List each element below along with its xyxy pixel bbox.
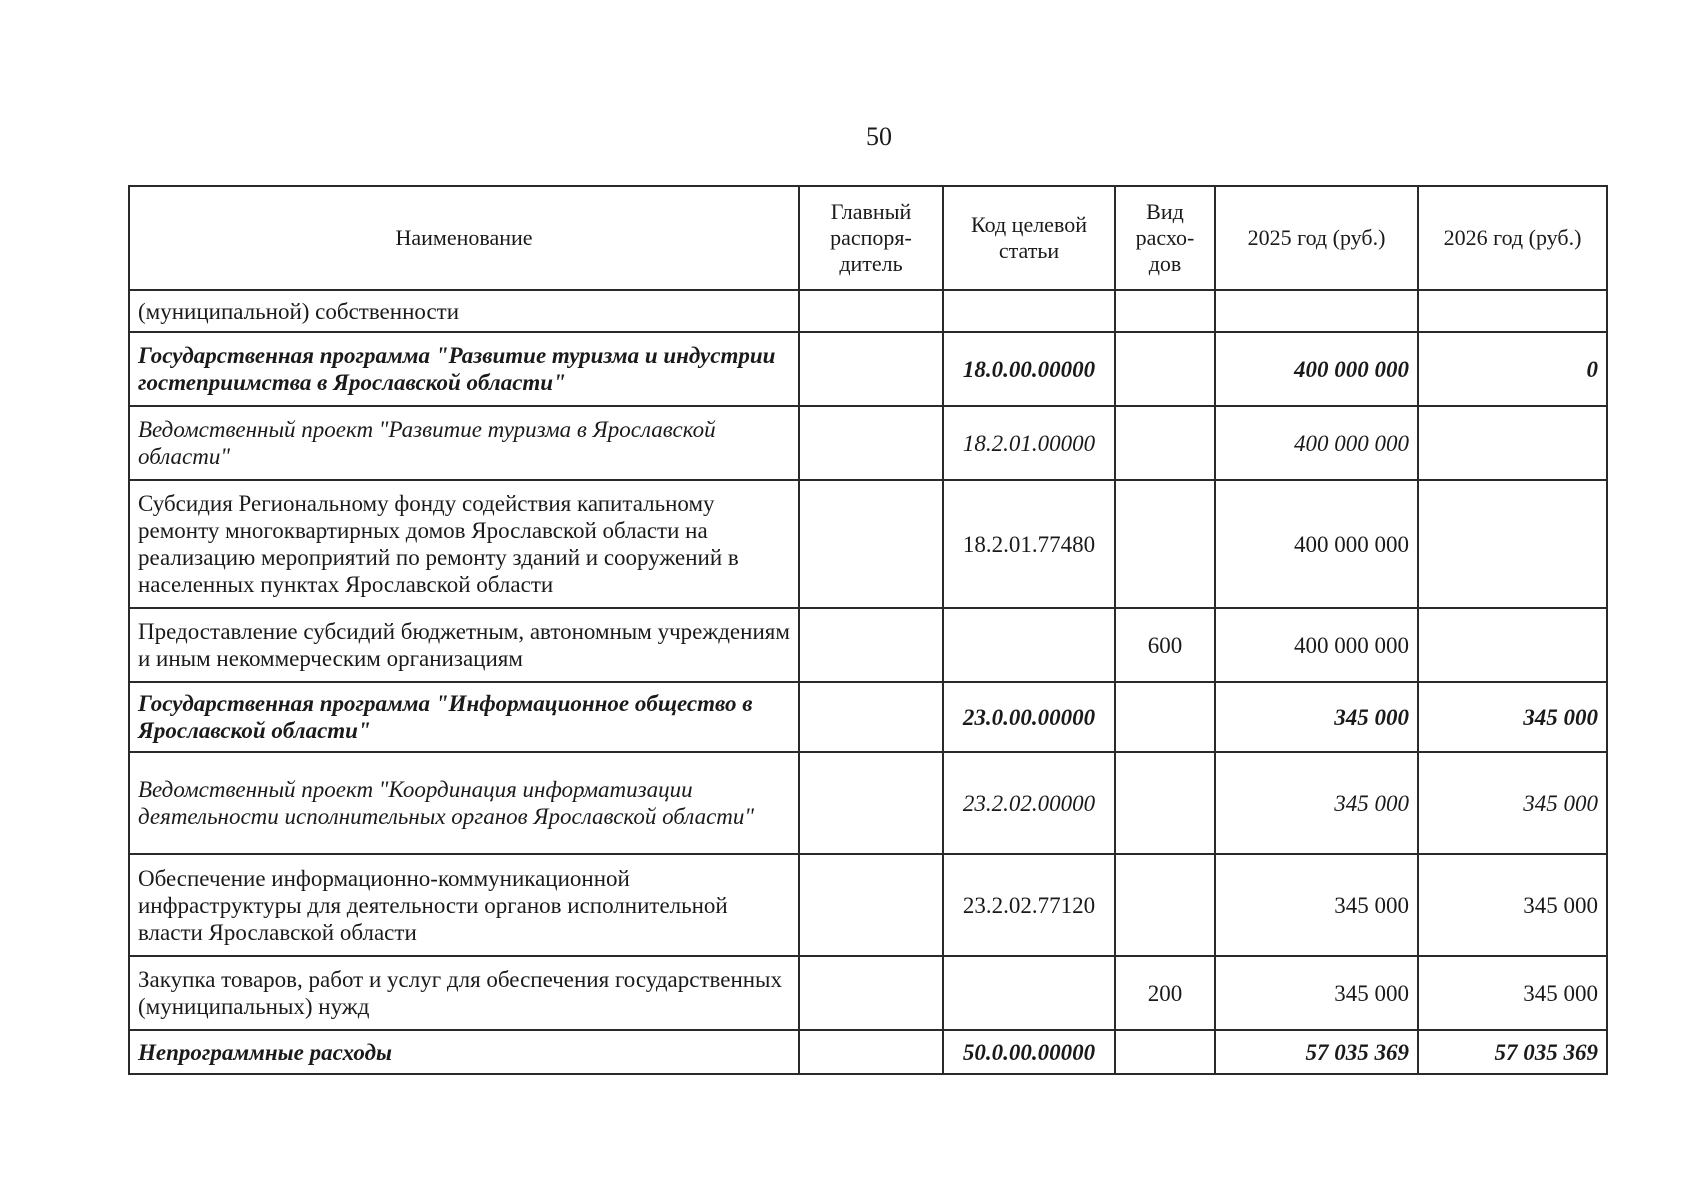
cell-admin: [799, 608, 943, 682]
table-row: [129, 1030, 1607, 1074]
cell-2025: 345 000: [1215, 854, 1418, 956]
cell-name: (муниципальной) собственности: [129, 290, 799, 332]
cell-code: [943, 608, 1115, 682]
header-2026: 2026 год (руб.): [1418, 186, 1607, 290]
cell-2026: 345 000: [1418, 752, 1607, 854]
cell-admin: [799, 752, 943, 854]
cell-name: Непрограммные расходы: [129, 1030, 799, 1074]
table-header-row: [129, 186, 1607, 290]
cell-type: 600: [1115, 608, 1215, 682]
header-2025: 2025 год (руб.): [1215, 186, 1418, 290]
cell-name: Закупка товаров, работ и услуг для обеспечения государственных (муниципальных) нужд: [129, 956, 799, 1030]
table-row: [129, 682, 1607, 752]
cell-type: [1115, 332, 1215, 406]
header-code: Код целевой статьи: [943, 186, 1115, 290]
cell-name: Предоставление субсидий бюджетным, автономным учреждениям и иным некоммерческим организациям: [129, 608, 799, 682]
cell-2025: 345 000: [1215, 956, 1418, 1030]
cell-type: [1115, 480, 1215, 608]
cell-type: 200: [1115, 956, 1215, 1030]
cell-type: [1115, 1030, 1215, 1074]
cell-2025: 400 000 000: [1215, 332, 1418, 406]
cell-2026: [1418, 406, 1607, 480]
table-row: [129, 608, 1607, 682]
cell-2026: 345 000: [1418, 854, 1607, 956]
cell-code: 18.2.01.00000: [943, 406, 1115, 480]
budget-table: [128, 185, 1608, 1075]
cell-admin: [799, 682, 943, 752]
cell-code: 50.0.00.00000: [943, 1030, 1115, 1074]
table-row: [129, 480, 1607, 608]
table-row: [129, 956, 1607, 1030]
cell-2026: 0: [1418, 332, 1607, 406]
cell-type: [1115, 854, 1215, 956]
cell-name: Обеспечение информационно-коммуникационной инфраструктуры для деятельности органов исполнительной власти Ярославской области: [129, 854, 799, 956]
cell-2026: [1418, 290, 1607, 332]
cell-2026: 345 000: [1418, 682, 1607, 752]
cell-2025: 400 000 000: [1215, 406, 1418, 480]
cell-2025: 345 000: [1215, 752, 1418, 854]
cell-2026: 57 035 369: [1418, 1030, 1607, 1074]
cell-admin: [799, 956, 943, 1030]
cell-2025: 57 035 369: [1215, 1030, 1418, 1074]
cell-code: [943, 956, 1115, 1030]
cell-2025: 400 000 000: [1215, 608, 1418, 682]
cell-code: [943, 290, 1115, 332]
header-name: Наименование: [129, 186, 799, 290]
cell-2026: [1418, 608, 1607, 682]
cell-type: [1115, 406, 1215, 480]
cell-admin: [799, 332, 943, 406]
page-number: 50: [866, 122, 892, 151]
cell-2025: 400 000 000: [1215, 480, 1418, 608]
cell-admin: [799, 480, 943, 608]
cell-name: Субсидия Региональному фонду содействия капитальному ремонту многоквартирных домов Ярославской области на реализацию мероприятий по ремонту зданий и сооружений в населенных пунктах Ярославской области: [129, 480, 799, 608]
table-row: [129, 290, 1607, 332]
cell-2026: 345 000: [1418, 956, 1607, 1030]
cell-2025: 345 000: [1215, 682, 1418, 752]
table-row: [129, 332, 1607, 406]
cell-code: 23.0.00.00000: [943, 682, 1115, 752]
cell-admin: [799, 406, 943, 480]
cell-2026: [1418, 480, 1607, 608]
cell-admin: [799, 290, 943, 332]
cell-code: 23.2.02.00000: [943, 752, 1115, 854]
cell-2025: [1215, 290, 1418, 332]
table-row: [129, 854, 1607, 956]
header-type: Вид расхо-дов: [1115, 186, 1215, 290]
cell-code: 18.2.01.77480: [943, 480, 1115, 608]
cell-type: [1115, 752, 1215, 854]
cell-name: Государственная программа "Развитие туризма и индустрии гостеприимства в Ярославской области": [129, 332, 799, 406]
cell-code: 18.0.00.00000: [943, 332, 1115, 406]
table-row: [129, 406, 1607, 480]
cell-admin: [799, 1030, 943, 1074]
cell-type: [1115, 290, 1215, 332]
cell-name: Ведомственный проект "Координация информатизации деятельности исполнительных органов Ярославской области": [129, 752, 799, 854]
cell-admin: [799, 854, 943, 956]
header-admin: Главный распоря-дитель: [799, 186, 943, 290]
table-row: [129, 752, 1607, 854]
cell-type: [1115, 682, 1215, 752]
cell-code: 23.2.02.77120: [943, 854, 1115, 956]
cell-name: Государственная программа "Информационное общество в Ярославской области": [129, 682, 799, 752]
cell-name: Ведомственный проект "Развитие туризма в Ярославской области": [129, 406, 799, 480]
